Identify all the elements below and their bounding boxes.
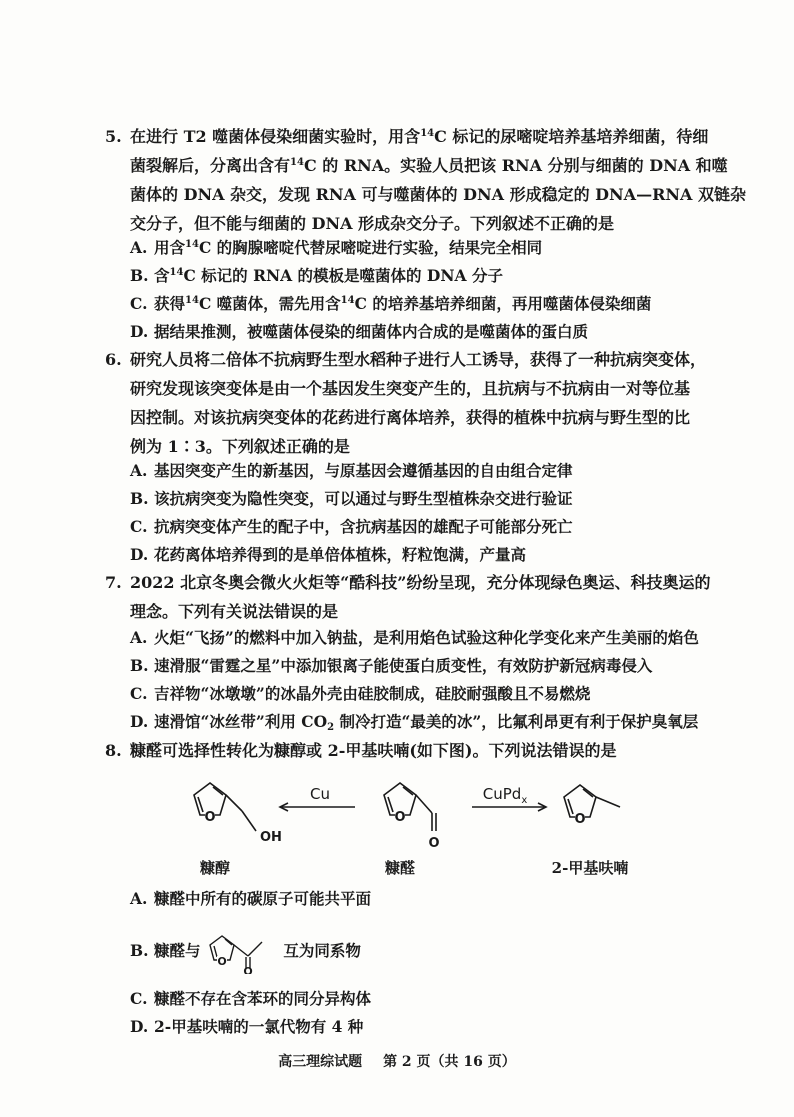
exam-title: 高三理综试题 [278, 1054, 363, 1070]
option-c: C. 抗病突变体产生的配子中，含抗病基因的雄配子可能部分死亡 [130, 517, 573, 536]
option-c: C. 糠醛不存在含苯环的同分异构体 [130, 989, 372, 1008]
option-b: B. 糠醛与 O O 互为同系物 [130, 930, 361, 974]
option-d: D. 据结果推测，被噬菌体侵染的细菌体内合成的是噬菌体的蛋白质 [130, 322, 589, 341]
question-5 [105, 122, 746, 238]
carbonyl-oxygen-label: O [428, 836, 440, 851]
question-number: 8. [105, 741, 122, 760]
question-text: 菌裂解后，分离出含有$^{14}$C 的 RNA。实验人员把该 RNA 分别与细菌的 DNA 和噬 [130, 156, 728, 175]
ring-oxygen-label: O [574, 812, 586, 827]
option-b: B. 速滑服“雷霆之星”中添加银离子能使蛋白质变性，有效防护新冠病毒侵入 [130, 656, 653, 675]
compound-name-left: 糠醇 [199, 859, 231, 877]
ring-oxygen-label: O [394, 810, 406, 825]
option-d: D. 速滑馆“冰丝带”利用 $CO_2$ 制冷打造“最美的冰”，比氟利昂更有利于保护臭氧层 [130, 712, 699, 733]
question-text: 交分子，但不能与细菌的 DNA 形成杂交分子。下列叙述不正确的是 [130, 214, 615, 233]
compound-name-right: 2-甲基呋喃 [551, 859, 629, 877]
compound-name-middle: 糠醛 [384, 859, 416, 877]
option-d: D. 花药离体培养得到的是单倍体植株，籽粒饱满，产量高 [130, 545, 527, 564]
reaction-scheme [180, 775, 660, 885]
question-number: 7. [105, 573, 122, 592]
acetylfuran-structure [206, 930, 278, 974]
page-footer [0, 1051, 794, 1071]
hydroxyl-label: OH [260, 830, 282, 845]
question-text: 因控制。对该抗病突变体的花药进行离体培养，获得的植株中抗病与野生型的比 [130, 408, 691, 427]
question-number: 6. [105, 350, 122, 369]
question-text: 研究人员将二倍体不抗病野生型水稻种子进行人工诱导，获得了一种抗病突变体， [130, 350, 707, 369]
option-a: A. 用含$^{14}$C 的胸腺嘧啶代替尿嘧啶进行实验，结果完全相同 [130, 238, 543, 257]
ring-oxygen-label: O [217, 955, 227, 968]
ring-oxygen-label: O [204, 810, 216, 825]
question-text: 例为 1∶3。下列叙述正确的是 [130, 437, 350, 456]
option-a: A. 火炬“飞扬”的燃料中加入钠盐，是利用焰色试验这种化学变化来产生美丽的焰色 [130, 628, 699, 647]
methylfuran-structure [564, 785, 620, 817]
question-text: 菌体的 DNA 杂交，发现 RNA 可与噬菌体的 DNA 形成稳定的 DNA—RNA 双链杂 [130, 185, 746, 204]
question-8 [105, 736, 705, 765]
question-number: 5. [105, 127, 122, 146]
option-c: C. 吉祥物“冰墩墩”的冰晶外壳由硅胶制成，硅胶耐强酸且不易燃烧 [130, 684, 591, 703]
page-number: 第 2 页（共 16 页） [383, 1054, 516, 1070]
furfural-structure [384, 783, 436, 831]
option-a: A. 基因突变产生的新基因，与原基因会遵循基因的自由组合定律 [130, 461, 573, 480]
option-c: C. 获得$^{14}$C 噬菌体，需先用含$^{14}$C 的培养基培养细菌，再用噬菌体侵染细菌 [130, 294, 652, 313]
option-a: A. 糠醛中所有的碳原子可能共平面 [130, 889, 372, 908]
question-text: 2022 北京冬奥会微火火炬等“酷科技”纷纷呈现，充分体现绿色奥运、科技奥运的 [130, 573, 711, 592]
furfuryl-alcohol-structure [194, 783, 256, 831]
question-text: 在进行 T2 噬菌体侵染细菌实验时，用含$^{14}$C 标记的尿嘧啶培养基培养细菌，待细 [130, 127, 709, 146]
question-text: 研究发现该突变体是由一个基因发生突变产生的，且抗病与不抗病由一对等位基 [130, 379, 691, 398]
carbonyl-oxygen-label: O [243, 965, 253, 974]
reagent-cu: Cu [310, 785, 330, 803]
option-d: D. 2-甲基呋喃的一氯代物有 4 种 [130, 1017, 364, 1036]
option-b: B. 该抗病突变为隐性突变，可以通过与野生型植株杂交进行验证 [130, 489, 573, 508]
option-b: B. 含$^{14}$C 标记的 RNA 的模板是噬菌体的 DNA 分子 [130, 266, 503, 285]
question-text: 理念。下列有关说法错误的是 [130, 602, 339, 621]
question-6 [105, 345, 705, 461]
question-text: 糠醛可选择性转化为糠醇或 2-甲基呋喃(如下图)。下列说法错误的是 [130, 741, 617, 760]
question-7 [105, 568, 711, 626]
reagent-cupd: CuPd$_x$ [482, 785, 528, 806]
